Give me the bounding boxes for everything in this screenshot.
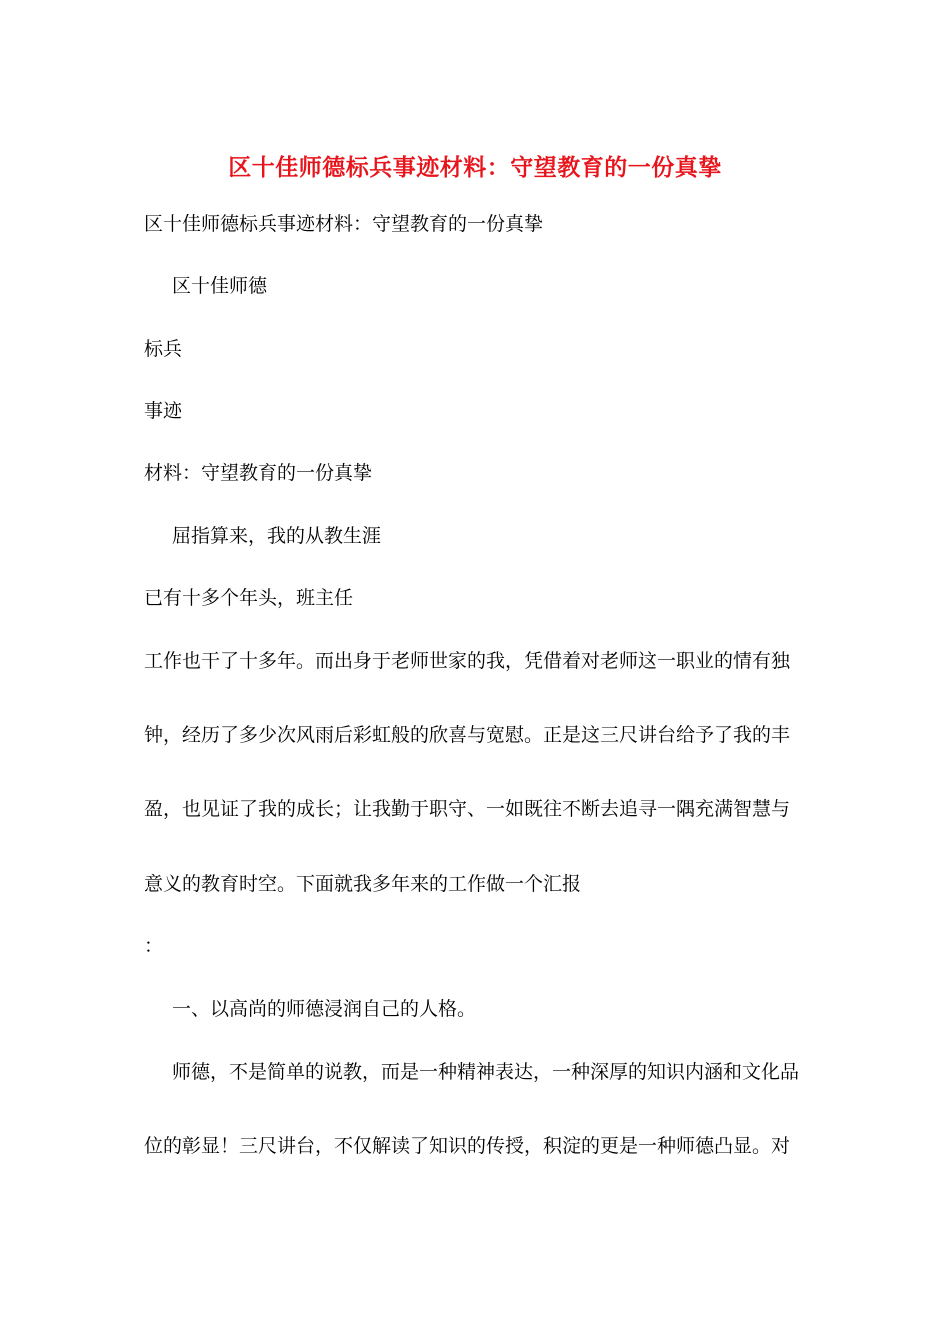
body-line: ： [144,935,164,957]
body-line: 标兵 [144,338,183,360]
body-line: 事迹 [144,400,183,422]
body-line: 屈指算来，我的从教生涯 [172,525,382,547]
body-line-subtitle: 区十佳师德标兵事迹材料：守望教育的一份真挚 [144,213,544,235]
document-title: 区十佳师德标兵事迹材料：守望教育的一份真挚 [228,154,722,181]
body-line: 师德，不是简单的说教，而是一种精神表达，一种深厚的知识内涵和文化品 [172,1061,800,1083]
body-line: 盈，也见证了我的成长；让我勤于职守、一如既往不断去追寻一隅充满智慧与 [144,798,791,820]
section-heading: 一、以高尚的师德浸润自己的人格。 [172,998,477,1020]
body-line: 区十佳师德 [172,275,268,297]
body-line: 材料：守望教育的一份真挚 [144,462,373,484]
body-line: 工作也干了十多年。而出身于老师世家的我，凭借着对老师这一职业的情有独 [144,650,791,672]
body-line: 已有十多个年头，班主任 [144,587,354,609]
body-line: 钟，经历了多少次风雨后彩虹般的欣喜与宽慰。正是这三尺讲台给予了我的丰 [144,724,791,746]
body-line: 位的彰显！三尺讲台，不仅解读了知识的传授，积淀的更是一种师德凸显。对 [144,1135,791,1157]
body-line: 意义的教育时空。下面就我多年来的工作做一个汇报 [144,873,582,895]
